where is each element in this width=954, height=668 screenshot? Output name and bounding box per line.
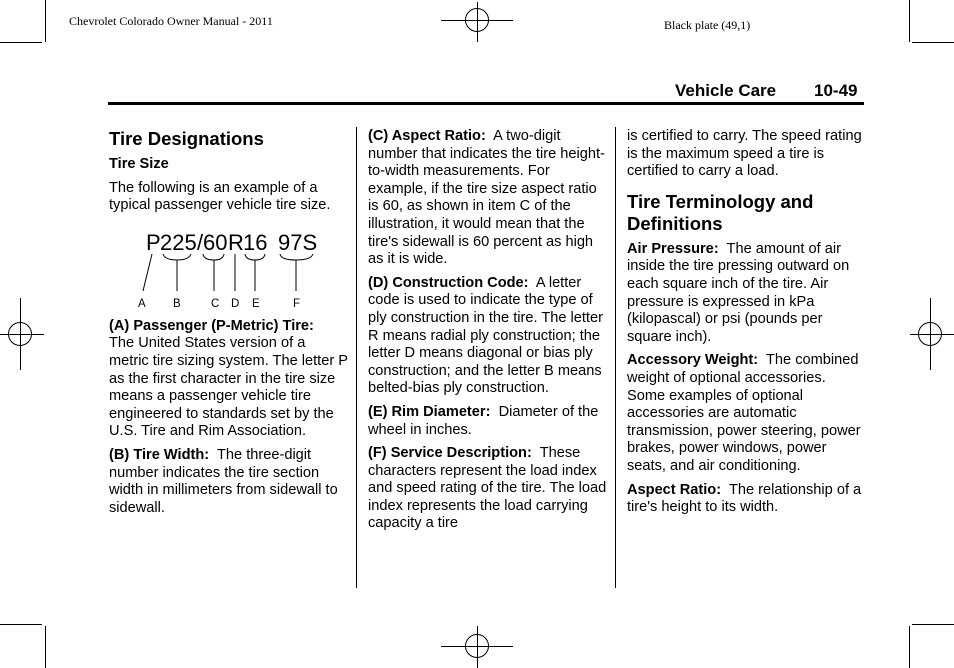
column-2 [368, 128, 607, 539]
definition-e-label: (E) Rim Diameter [368, 403, 486, 420]
diagram-letter-c: C [211, 297, 220, 310]
definition-a: (A) Passenger (P-Metric) Tire: The United States version of a metric tire sizing system. The letter P as the first character in the tire size means a passenger vehicle tire engineered to standards set by the U.S. Tire and Rim Association. [109, 317, 348, 440]
definition-f: (F) Service Description: These characters represent the load index and speed rating of the tire. The load index represents the load carrying capacity a tire [368, 445, 607, 532]
section-title: Vehicle Care [675, 81, 777, 100]
subheading: Tire Size [109, 156, 169, 172]
term-accessory-weight: Accessory Weight: The combined weight of optional accessories. Some examples of optional accessories are automatic transmission, power steering, power brakes, power windows, power seats, and air conditioning. [627, 352, 861, 474]
column-divider [615, 127, 616, 588]
intro-paragraph: The following is an example of a typical passenger vehicle tire size. [109, 179, 331, 214]
tire-code-p: P [146, 229, 161, 255]
section-heading: Tire Designations [109, 128, 264, 149]
tire-code-service: 97S [278, 229, 318, 255]
plate-label: Black plate (49,1) [664, 18, 751, 32]
tire-code-width: 225 [160, 229, 197, 255]
column-3 [627, 128, 864, 523]
pointer-c [203, 254, 224, 291]
tire-size-diagram [109, 221, 349, 316]
definition-a-text: The United States version of a metric tire sizing system. The letter P as the first character in the tire size means a passenger vehicle tire engineered to standards set by the U.S. Tire and Rim Association. [109, 335, 348, 440]
term-aspect-ratio: Aspect Ratio: The relationship of a tire's height to its width. [627, 481, 862, 516]
pointer-f [280, 254, 313, 291]
diagram-letter-e: E [252, 297, 260, 310]
definition-d-text: A letter code is used to indicate the type of ply construction in the tire. The letter R means radial ply construction; the letter D means diagonal or bias ply construction; and the letter B means belted-bias ply construction. [368, 274, 603, 397]
diagram-letter-f: F [293, 297, 301, 310]
definition-a-label: (A) Passenger (P-Metric) Tire [109, 317, 310, 334]
page-number: 10-49 [814, 81, 858, 100]
term-air-pressure-text: The amount of air inside the tire pressing outward on each square inch of the tire. Air pressure is expressed in kPa (kilopascal) or psi (pounds per square inch). [627, 240, 850, 345]
definition-d-label: (D) Construction Code [368, 274, 524, 291]
term-accessory-weight-text: The combined weight of optional accessories. Some examples of optional accessories are automatic transmission, power steering, power brakes, power windows, power seats, and air conditioning. [627, 352, 861, 474]
definition-f-text: These characters represent the load index and speed rating of the tire. The load index represents the load carrying capacity a tire [368, 445, 607, 532]
terminology-heading: Tire Terminology and Definitions [627, 190, 814, 234]
diagram-letter-a: A [138, 297, 146, 310]
definition-e-text: Diameter of the wheel in inches. [368, 403, 599, 438]
definition-b: (B) Tire Width: The three-digit number indicates the tire section width in millimeters from sidewall to sidewall. [109, 446, 338, 516]
definition-c-label: (C) Aspect Ratio [368, 128, 481, 144]
column-1 [109, 128, 349, 523]
pointer-a [143, 254, 152, 291]
definition-c-text: A two-digit number that indicates the tire height-to-width measurements. For example, if the tire size aspect ratio is 60, as shown in item C of the illustration, it would mean that the tire's sidewall is 60 percent as high as it is wide. [368, 128, 605, 268]
column-divider [356, 127, 357, 588]
definition-d: (D) Construction Code: A letter code is used to indicate the type of ply construction in the tire. The letter R means radial ply construction; the letter D means diagonal or bias ply construction; and the letter B means belted-bias ply construction. [368, 274, 603, 397]
term-aspect-ratio-text: The relationship of a tire's height to its width. [627, 481, 862, 516]
term-aspect-ratio-label: Aspect Ratio [627, 481, 717, 498]
tire-code-slash: / [197, 229, 204, 255]
definition-b-text: The three-digit number indicates the tire section width in millimeters from sidewall to sidewall. [109, 446, 338, 516]
tire-code-rim: 16 [243, 229, 268, 255]
continued-paragraph: is certified to carry. The speed rating is the maximum speed a tire is certified to carry a load. [627, 128, 862, 180]
definition-b-label: (B) Tire Width [109, 446, 205, 463]
term-air-pressure: Air Pressure: The amount of air inside the tire pressing outward on each square inch of the tire. Air pressure is expressed in kPa (kilopascal) or psi (pounds per square inch). [627, 240, 850, 345]
diagram-letter-d: D [231, 297, 240, 310]
pointer-b [163, 254, 191, 291]
tire-code-construction: R [228, 229, 244, 255]
definition-f-label: (F) Service Description [368, 445, 527, 462]
diagram-letter-b: B [173, 297, 181, 310]
term-accessory-weight-label: Accessory Weight [627, 352, 754, 369]
header-rule [108, 102, 864, 105]
pointer-e [245, 254, 265, 291]
definition-c: (C) Aspect Ratio: A two-digit number that indicates the tire height-to-width measurements. For example, if the tire size aspect ratio is 60, as shown in item C of the illustration, it would mean that the tire's sidewall is 60 percent as high as it is wide. [368, 128, 605, 268]
definition-e: (E) Rim Diameter: Diameter of the wheel in inches. [368, 403, 599, 438]
manual-title: Chevrolet Colorado Owner Manual - 2011 [69, 14, 273, 28]
term-air-pressure-label: Air Pressure [627, 240, 714, 257]
tire-code-ratio: 60 [203, 229, 228, 255]
